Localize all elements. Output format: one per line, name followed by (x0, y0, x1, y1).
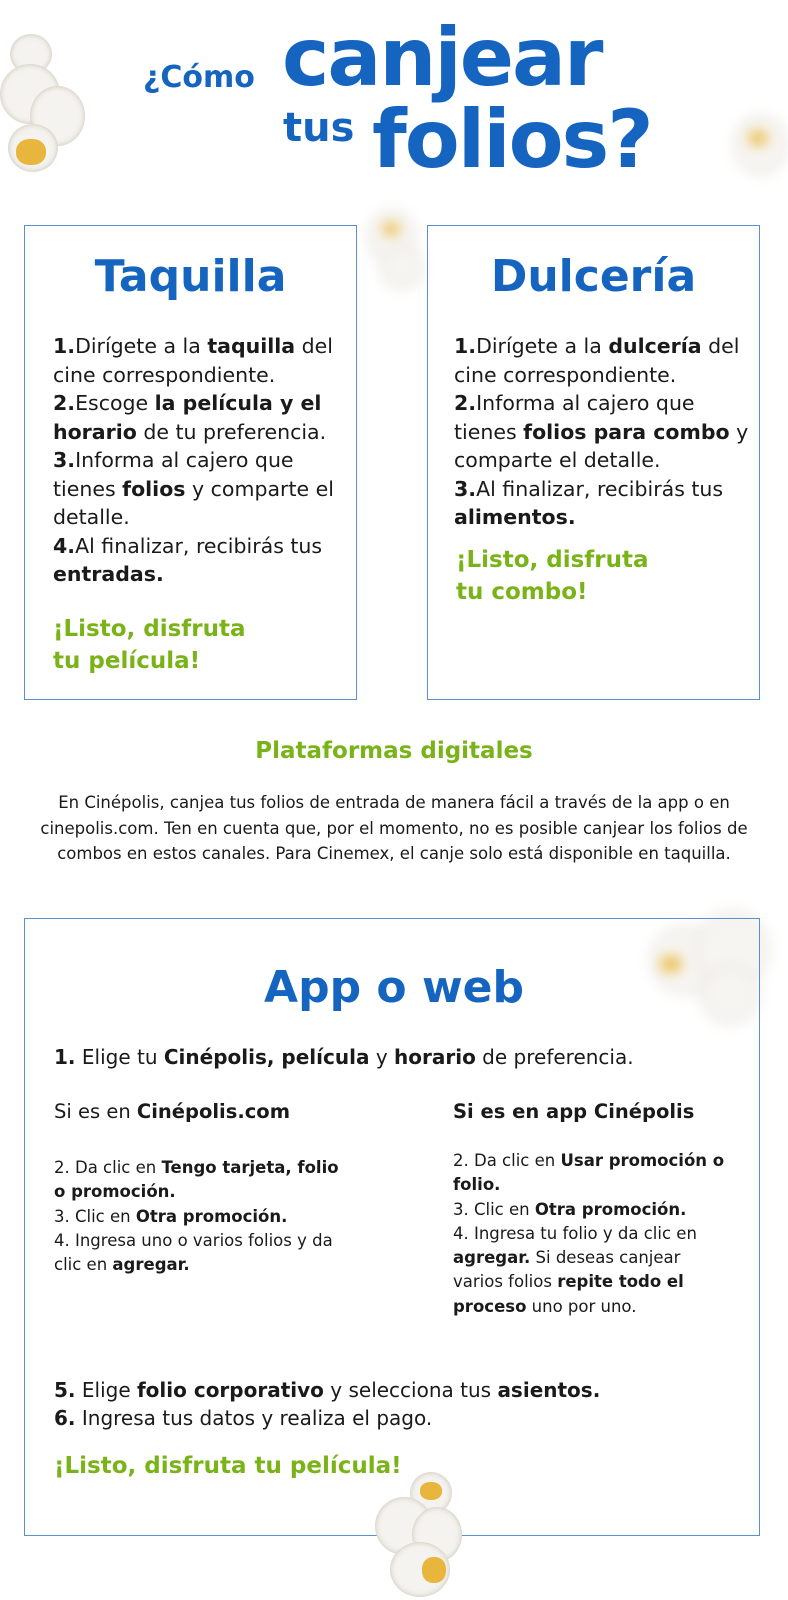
app-cinepolis-step: 2. Da clic en Usar promoción o folio. (453, 1151, 725, 1195)
app-step-1: 1. Elige tu Cinépolis, película y horario de preferencia. (54, 1045, 634, 1069)
popcorn-icon (370, 1472, 465, 1600)
taquilla-step: 2.Escoge la película y el horario de tu preferencia. (53, 391, 327, 444)
app-web-heading: App o web (264, 962, 524, 1013)
web-steps (54, 1156, 344, 1277)
taquilla-done: ¡Listo, disfruta tu película! (53, 616, 246, 674)
dulceria-steps (454, 332, 749, 532)
dulceria-card (427, 225, 760, 700)
title-folios: folios? (372, 93, 652, 186)
web-step: 4. Ingresa uno o varios folios y da clic en agregar. (54, 1230, 333, 1275)
app-cinepolis-steps (453, 1149, 725, 1319)
popcorn-icon (728, 110, 788, 190)
taquilla-heading: Taquilla (94, 251, 287, 302)
popcorn-icon (0, 34, 90, 174)
app-step-6: 6. Ingresa tus datos y realiza el pago. (54, 1406, 433, 1430)
app-done: ¡Listo, disfruta tu película! (54, 1453, 402, 1479)
title-tus: tus (283, 105, 355, 151)
web-step: 2. Da clic en Tengo tarjeta, folio o promoción. (54, 1158, 339, 1202)
dulceria-step: 2.Informa al cajero que tienes folios para combo y comparte el detalle. (454, 391, 749, 472)
dulceria-done: ¡Listo, disfruta tu combo! (456, 547, 649, 605)
popcorn-icon (362, 200, 432, 295)
plataformas-body: En Cinépolis, canjea tus folios de entrada de manera fácil a través de la app o en cinepolis.com. Ten en cuenta que, por el momento, no es posible canjear los folios de combos en estos canales. Para Cinemex, el canje solo está disponible en taquilla. (40, 793, 748, 863)
taquilla-step: 4.Al finalizar, recibirás tus entradas. (53, 533, 323, 586)
page-title (0, 0, 788, 200)
app-cinepolis-title: Si es en app Cinépolis (453, 1100, 695, 1123)
taquilla-step: 1.Dirígete a la taquilla del cine correspondiente. (53, 334, 333, 387)
dulceria-step: 3.Al finalizar, recibirás tus alimentos. (454, 476, 724, 529)
title-canjear: canjear (282, 11, 602, 104)
app-cinepolis-step: 3. Clic en Otra promoción. (453, 1199, 687, 1219)
web-title: Si es en Cinépolis.com (54, 1100, 291, 1123)
taquilla-step: 3.Informa al cajero que tienes folios y comparte el detalle. (53, 448, 334, 529)
taquilla-card (24, 225, 357, 700)
dulceria-heading: Dulcería (490, 251, 697, 302)
taquilla-steps (53, 332, 343, 589)
web-step: 3. Clic en Otra promoción. (54, 1206, 288, 1226)
plataformas-title: Plataformas digitales (255, 738, 533, 764)
title-como: ¿Cómo (143, 60, 255, 95)
app-step-5: 5. Elige folio corporativo y selecciona tus asientos. (54, 1378, 601, 1402)
app-cinepolis-step: 4. Ingresa tu folio y da clic en agregar. Si deseas canjear varios folios repite todo el proceso uno por uno. (453, 1223, 697, 1316)
dulceria-step: 1.Dirígete a la dulcería del cine correspondiente. (454, 334, 740, 387)
